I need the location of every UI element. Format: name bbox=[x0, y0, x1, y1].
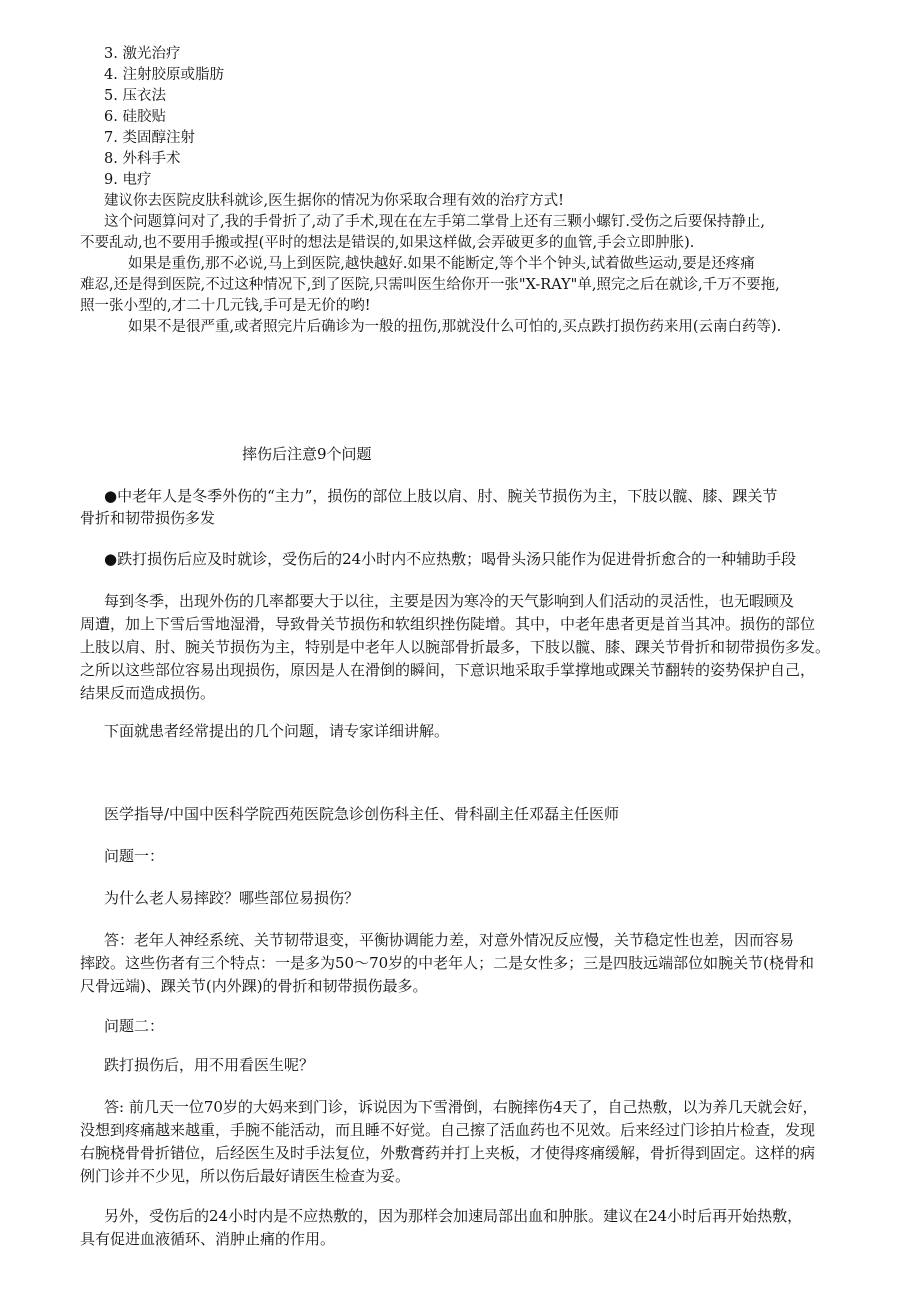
paragraph-line: 具有促进血液循环、消肿止痛的作用。 bbox=[80, 1230, 336, 1248]
answer-line: 尺骨远端)、踝关节(内外踝)的骨折和韧带损伤最多。 bbox=[80, 977, 428, 995]
question-text: 跌打损伤后，用不用看医生呢？ bbox=[104, 1056, 315, 1074]
answer-line: 没想到疼痛越来越重，手腕不能活动，而且睡不好觉。自己擦了活血药也不见效。后来经过门诊拍片检查，发现 bbox=[80, 1121, 816, 1139]
list-item: 5. 压衣法 bbox=[104, 88, 166, 104]
guidance-line: 医学指导/中国中医科学院西苑医院急诊创伤科主任、骨科副主任邓磊主任医师 bbox=[104, 805, 620, 823]
paragraph-line: 这个问题算问对了,我的手骨折了,动了手术,现在在左手第二掌骨上还有三颗小螺钉.受伤之后要保持静止, bbox=[104, 214, 766, 230]
list-item: 6. 硅胶贴 bbox=[104, 109, 166, 125]
list-item: 4. 注射胶原或脂肪 bbox=[104, 67, 224, 83]
paragraph-line: 周遭，加上下雪后雪地湿滑，导致骨关节损伤和软组织挫伤陡增。其中，中老年患者更是首当其冲。损伤的部位 bbox=[80, 615, 816, 633]
paragraph-line: 另外，受伤后的24小时内是不应热敷的，因为那样会加速局部出血和肿胀。建议在24小时后再开始热敷， bbox=[104, 1207, 803, 1225]
answer-line: 例门诊并不少见，所以伤后最好请医生检查为妥。 bbox=[80, 1167, 411, 1185]
bullet-point: ●中老年人是冬季外伤的“主力”，损伤的部位上肢以肩、肘、腕关节损伤为主，下肢以髋、膝、踝关节 bbox=[104, 487, 778, 505]
list-item: 3. 激光治疗 bbox=[104, 46, 181, 62]
question-label: 问题一： bbox=[104, 847, 165, 865]
bullet-point: ●跌打损伤后应及时就诊，受伤后的24小时内不应热敷；喝骨头汤只能作为促进骨折愈合的一种辅助手段 bbox=[104, 550, 797, 568]
question-label: 问题二： bbox=[104, 1017, 165, 1035]
list-item: 9. 电疗 bbox=[104, 172, 152, 188]
answer-line: 答：老年人神经系统、关节韧带退变，平衡协调能力差，对意外情况反应慢，关节稳定性也差，因而容易 bbox=[104, 931, 795, 949]
paragraph-line: 照一张小型的,才二十几元钱,手可是无价的哟! bbox=[80, 298, 371, 314]
list-item: 8. 外科手术 bbox=[104, 151, 181, 167]
paragraph-line: 不要乱动,也不要用手搬或捏(平时的想法是错误的,如果这样做,会弄破更多的血管,手会立即肿胀). bbox=[80, 235, 695, 251]
advice-line: 建议你去医院皮肤科就诊,医生据你的情况为你采取合理有效的治疗方式! bbox=[104, 193, 564, 209]
paragraph-line: 之所以这些部位容易出现损伤，原因是人在滑倒的瞬间，下意识地采取手掌撑地或踝关节翻转的姿势保护自己， bbox=[80, 661, 816, 679]
intro-line: 下面就患者经常提出的几个问题，请专家详细讲解。 bbox=[104, 722, 450, 740]
paragraph-line: 上肢以肩、肘、腕关节损伤为主，特别是中老年人以腕部骨折最多，下肢以髋、膝、踝关节骨折和韧带损伤多发。 bbox=[80, 638, 831, 656]
paragraph-line: 难忍,还是得到医院,不过这种情况下,到了医院,只需叫医生给你开一张"X-RAY"单,照完之后在就诊,千万不要拖, bbox=[80, 277, 780, 293]
bullet-point-continuation: 骨折和韧带损伤多发 bbox=[80, 509, 216, 527]
answer-line: 答: 前几天一位70岁的大妈来到门诊，诉说因为下雪滑倒，右腕摔伤4天了，自己热敷，以为养几天就会好， bbox=[104, 1098, 818, 1116]
paragraph-line: 如果不是很严重,或者照完片后确诊为一般的扭伤,那就没什么可怕的,买点跌打损伤药来用(云南白药等). bbox=[128, 319, 782, 335]
answer-line: 右腕桡骨骨折错位，后经医生及时手法复位，外敷膏药并打上夹板，才使得疼痛缓解，骨折得到固定。这样的病 bbox=[80, 1144, 816, 1162]
question-text: 为什么老人易摔跤？哪些部位易损伤？ bbox=[104, 889, 360, 907]
paragraph-line: 如果是重伤,那不必说,马上到医院,越快越好.如果不能断定,等个半个钟头,试着做些运动,要是还疼痛 bbox=[128, 256, 755, 272]
article-title: 摔伤后注意9个问题 bbox=[242, 445, 372, 463]
paragraph-line: 每到冬季，出现外伤的几率都要大于以往，主要是因为寒冷的天气影响到人们活动的灵活性，也无暇顾及 bbox=[104, 592, 795, 610]
list-item: 7. 类固醇注射 bbox=[104, 130, 195, 146]
answer-line: 摔跤。这些伤者有三个特点：一是多为50～70岁的中老年人；二是女性多；三是四肢远端部位如腕关节(桡骨和 bbox=[80, 954, 815, 972]
paragraph-line: 结果反而造成损伤。 bbox=[80, 684, 216, 702]
